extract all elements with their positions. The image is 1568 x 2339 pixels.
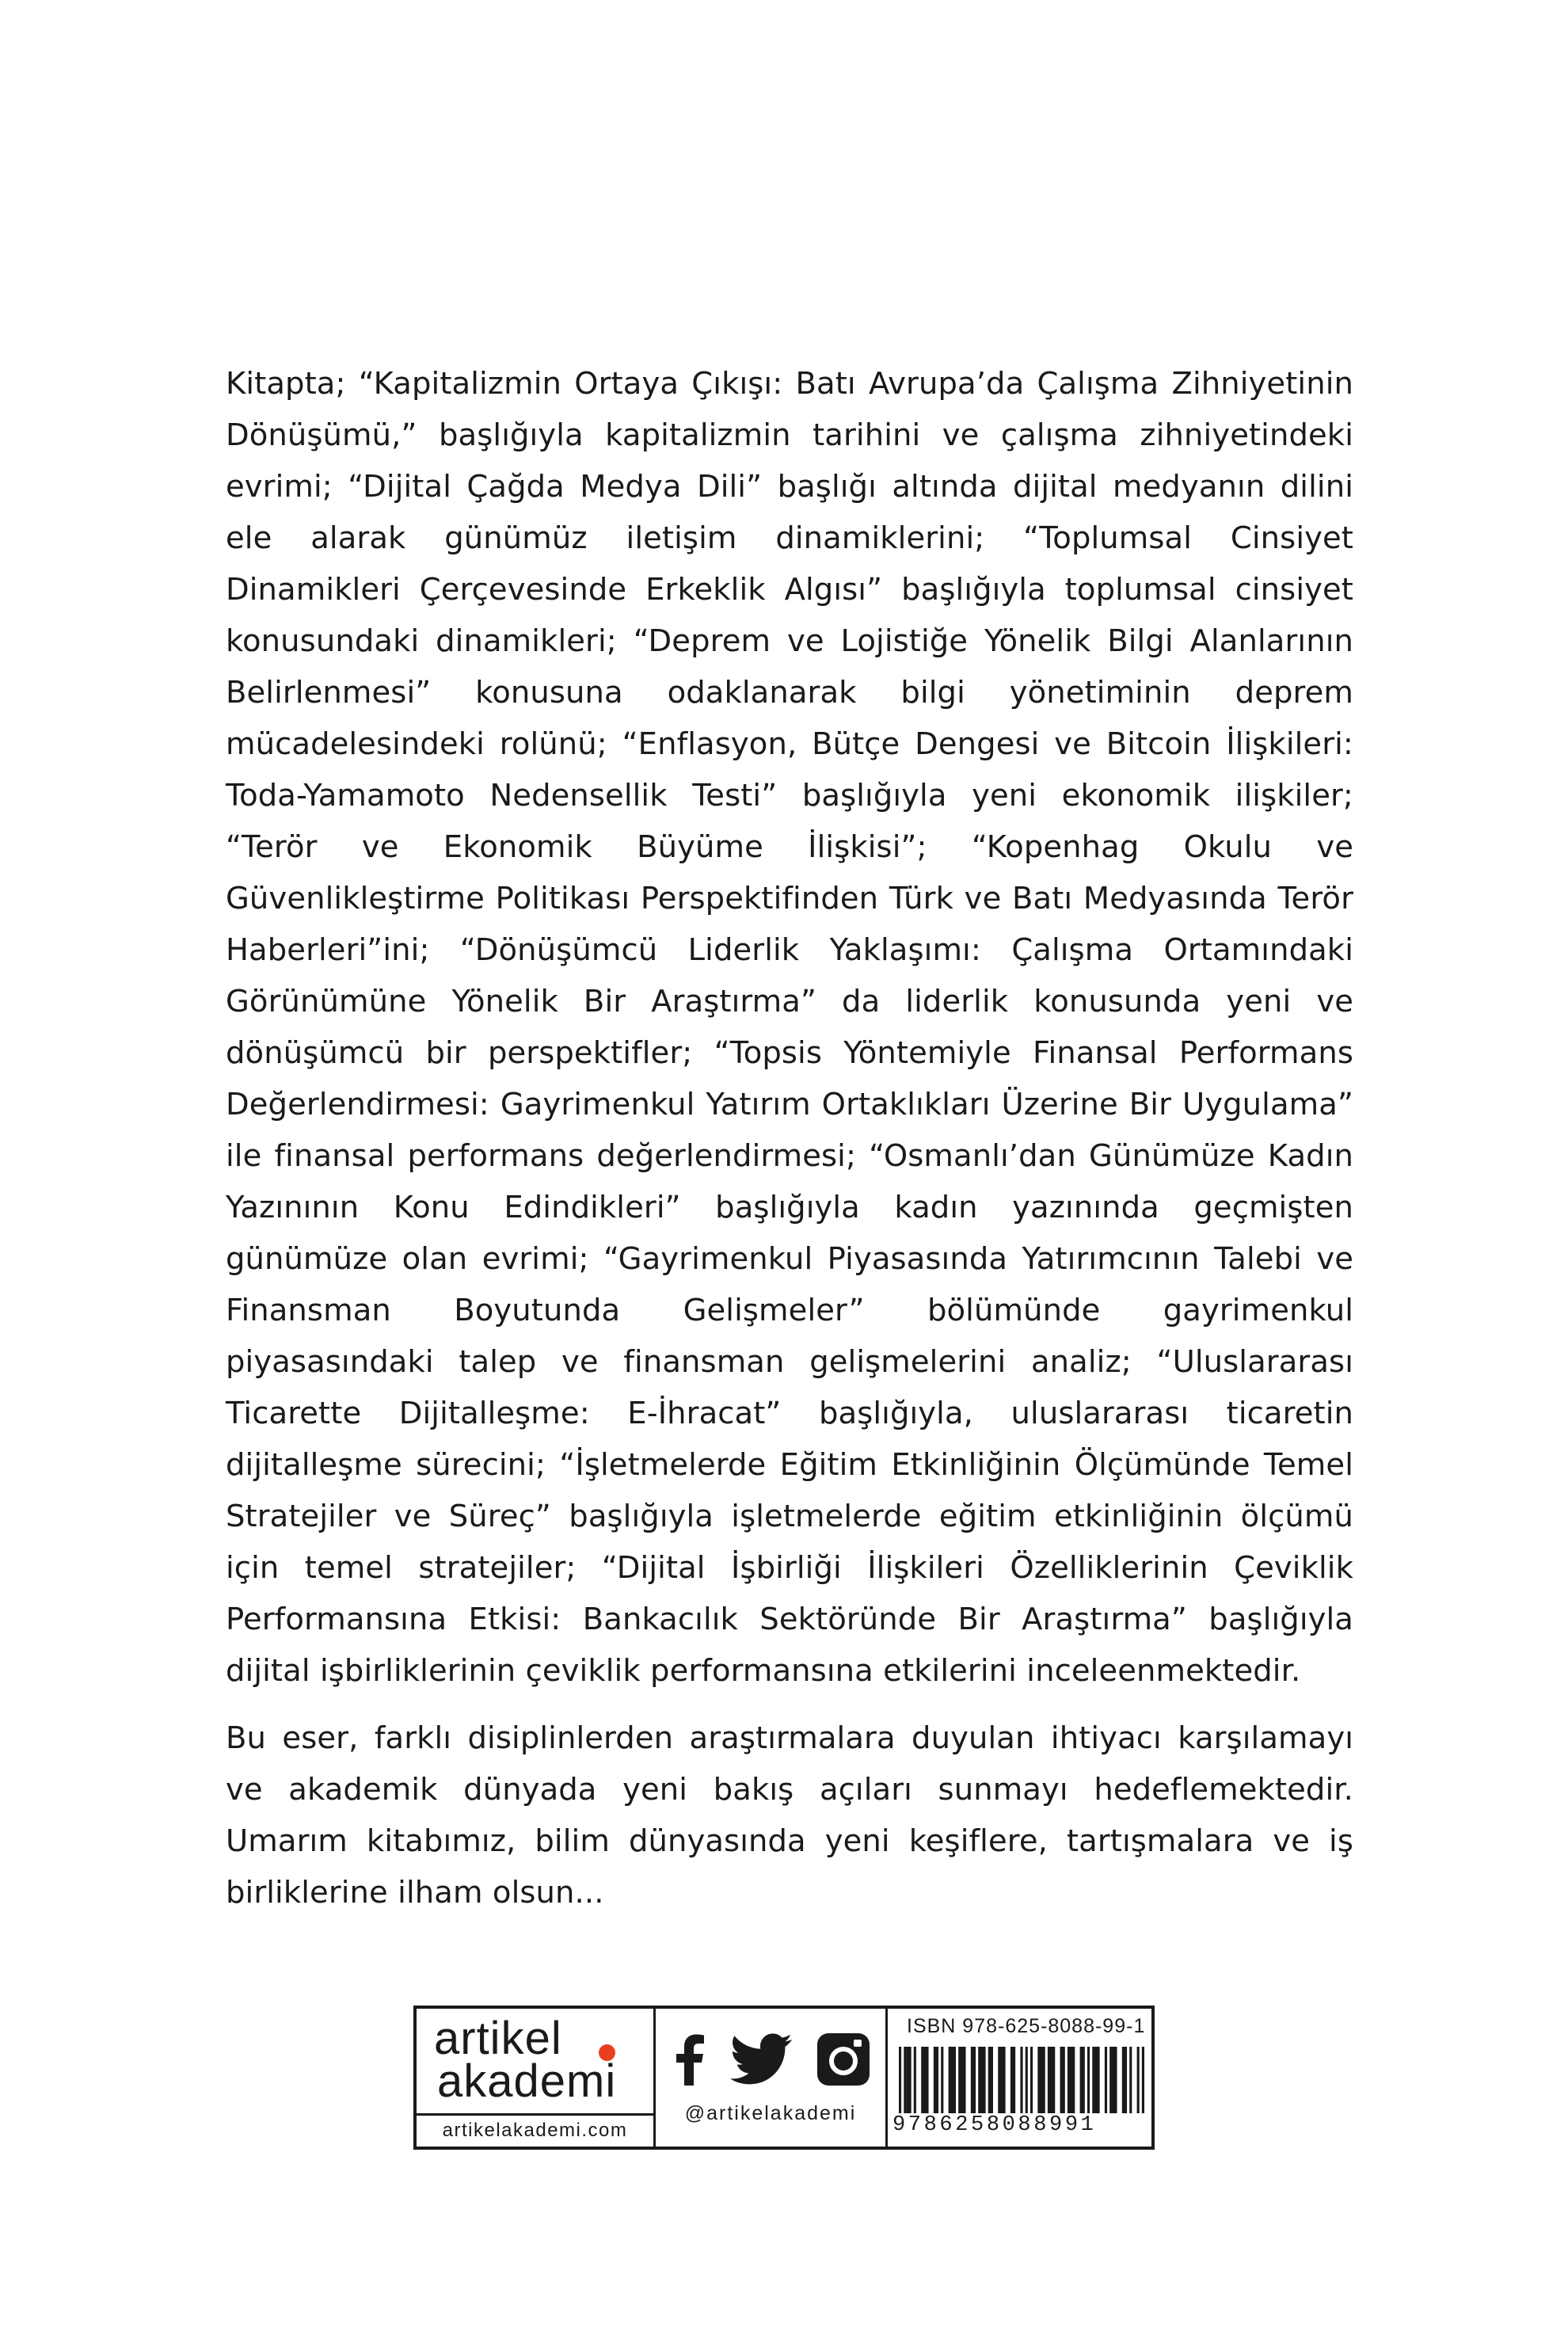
- publisher-info-box: [413, 2006, 1155, 2150]
- barcode-bar: [904, 2047, 906, 2120]
- barcode-bar: [914, 2047, 916, 2113]
- social-icons: [672, 2028, 870, 2091]
- barcode-bar: [978, 2047, 985, 2113]
- barcode-bar: [971, 2047, 976, 2113]
- barcode-bar: [1129, 2047, 1132, 2113]
- barcode-bar: [1030, 2047, 1033, 2113]
- barcode-bar: [1026, 2047, 1028, 2120]
- barcode-bar: [1037, 2047, 1045, 2113]
- isbn-cell: [888, 2009, 1151, 2147]
- publisher-logo: [417, 2009, 653, 2115]
- barcode-bar: [1087, 2047, 1090, 2113]
- barcode-bar: [921, 2047, 928, 2113]
- barcode-bar: [906, 2047, 911, 2113]
- barcode-bar: [1048, 2047, 1055, 2113]
- barcode-bar: [949, 2047, 956, 2113]
- barcode-bar: [1068, 2047, 1075, 2113]
- barcode-bar: [1137, 2047, 1140, 2120]
- logo-word-artikel: artikel: [434, 2013, 562, 2064]
- logo-word-akademi: akademi: [437, 2055, 617, 2107]
- barcode-digits: 9786258088991: [892, 2113, 1146, 2137]
- barcode-bar: [958, 2047, 965, 2113]
- barcode-bar: [1060, 2047, 1065, 2113]
- barcode-bar: [1092, 2047, 1099, 2113]
- closing-paragraph: Bu eser, farklı disiplinlerden araştırmalara duyulan ihtiyacı karşılamayı ve akademik dünyada yeni bakış açıları sunmayı hedeflemektedir. Umarım kitabımız, bilim dünyasında yeni keşiflere, tartışmalara ve iş birliklerine ilham olsun...: [226, 1720, 1353, 1910]
- barcode-bar: [934, 2047, 938, 2113]
- barcode-bar: [1142, 2047, 1144, 2120]
- barcode-bar: [1080, 2047, 1085, 2113]
- isbn-number: ISBN 978-625-8088-99-1: [907, 2015, 1146, 2037]
- barcode-bar: [1105, 2047, 1107, 2113]
- back-cover-text: [226, 358, 1353, 1918]
- barcode-bar: [1020, 2047, 1022, 2120]
- twitter-icon: [729, 2033, 794, 2086]
- barcode-bar: [988, 2047, 993, 2113]
- publisher-logo-cell: [417, 2009, 656, 2147]
- barcode-bar: [1109, 2047, 1117, 2113]
- social-handle: @artikelakademi: [684, 2102, 857, 2124]
- instagram-icon: [817, 2033, 870, 2086]
- isbn-barcode: [899, 2047, 1144, 2120]
- barcode-bar: [1122, 2047, 1127, 2113]
- summary-paragraph: Kitapta; “Kapitalizmin Ortaya Çıkışı: Batı Avrupa’da Çalışma Zihniyetinin Dönüşümü,” başlığıyla kapitalizmin tarihini ve çalışma zihniyetindeki evrimi; “Dijital Çağda Medya Dili” başlığı altında dijital medyanın dilini ele alarak günümüz iletişim dinamiklerini; “Toplumsal Cinsiyet Dinamikleri Çerçevesinde Erkeklik Algısı” başlığıyla toplumsal cinsiyet konusundaki dinamikleri; “Deprem ve Lojistiğe Yönelik Bilgi Alanlarının Belirlenmesi” konusuna odaklanarak bilgi yönetiminin deprem mücadelesindeki rolünü; “Enflasyon, Bütçe Dengesi ve Bitcoin İlişkileri: Toda-Yamamoto Nedensellik Testi” başlığıyla yeni ekonomik ilişkiler; “Terör ve Ekonomik Büyüme İlişkisi”; “Kopenhag Okulu ve Güvenlikleştirme Politikası Perspektifinden Türk ve Batı Medyasında Terör Haberleri”ini; “Dönüşümcü Liderlik Yaklaşımı: Çalışma Ortamındaki Görünümüne Yönelik Bir Araştırma” da liderlik konusunda yeni ve dönüşümcü bir perspektifler; “Topsis Yöntemiyle Finansal Performans Değerlendirmesi: Gayrimenkul Yatırım Ortaklıkları Üzerine Bir Uygulama” ile finansal performans değerlendirmesi; “Osmanlı’dan Günümüze Kadın Yazınının Konu Edindikleri” başlığıyla kadın yazınında geçmişten günümüze olan evrimi; “Gayrimenkul Piyasasında Yatırımcının Talebi ve Finansman Boyutunda Gelişmeler” bölümünde gayrimenkul piyasasındaki talep ve finansman gelişmelerini analiz; “Uluslararası Ticarette Dijitalleşme: E-İhracat” başlığıyla, uluslararası ticaretin dijitalleşme sürecini; “İşletmelerde Eğitim Etkinliğinin Ölçümünde Temel Stratejiler ve Süreç” başlığıyla işletmelerde eğitim etkinliğinin ölçümü için temel stratejiler; “Dijital İşbirliği İlişkileri Özelliklerinin Çeviklik Performansına Etkisi: Bankacılık Sektöründe Bir Araştırma” başlığıyla dijital işbirliklerinin çeviklik performansına etkilerini inceleenmektedir.: [226, 366, 1353, 1689]
- barcode-bar: [941, 2047, 943, 2113]
- website-url: artikelakademi.com: [417, 2113, 653, 2147]
- social-cell: [656, 2009, 888, 2147]
- barcode-bar: [998, 2047, 1005, 2113]
- barcode-bar: [1010, 2047, 1015, 2113]
- barcode-bar: [899, 2047, 901, 2120]
- facebook-icon: [672, 2033, 706, 2086]
